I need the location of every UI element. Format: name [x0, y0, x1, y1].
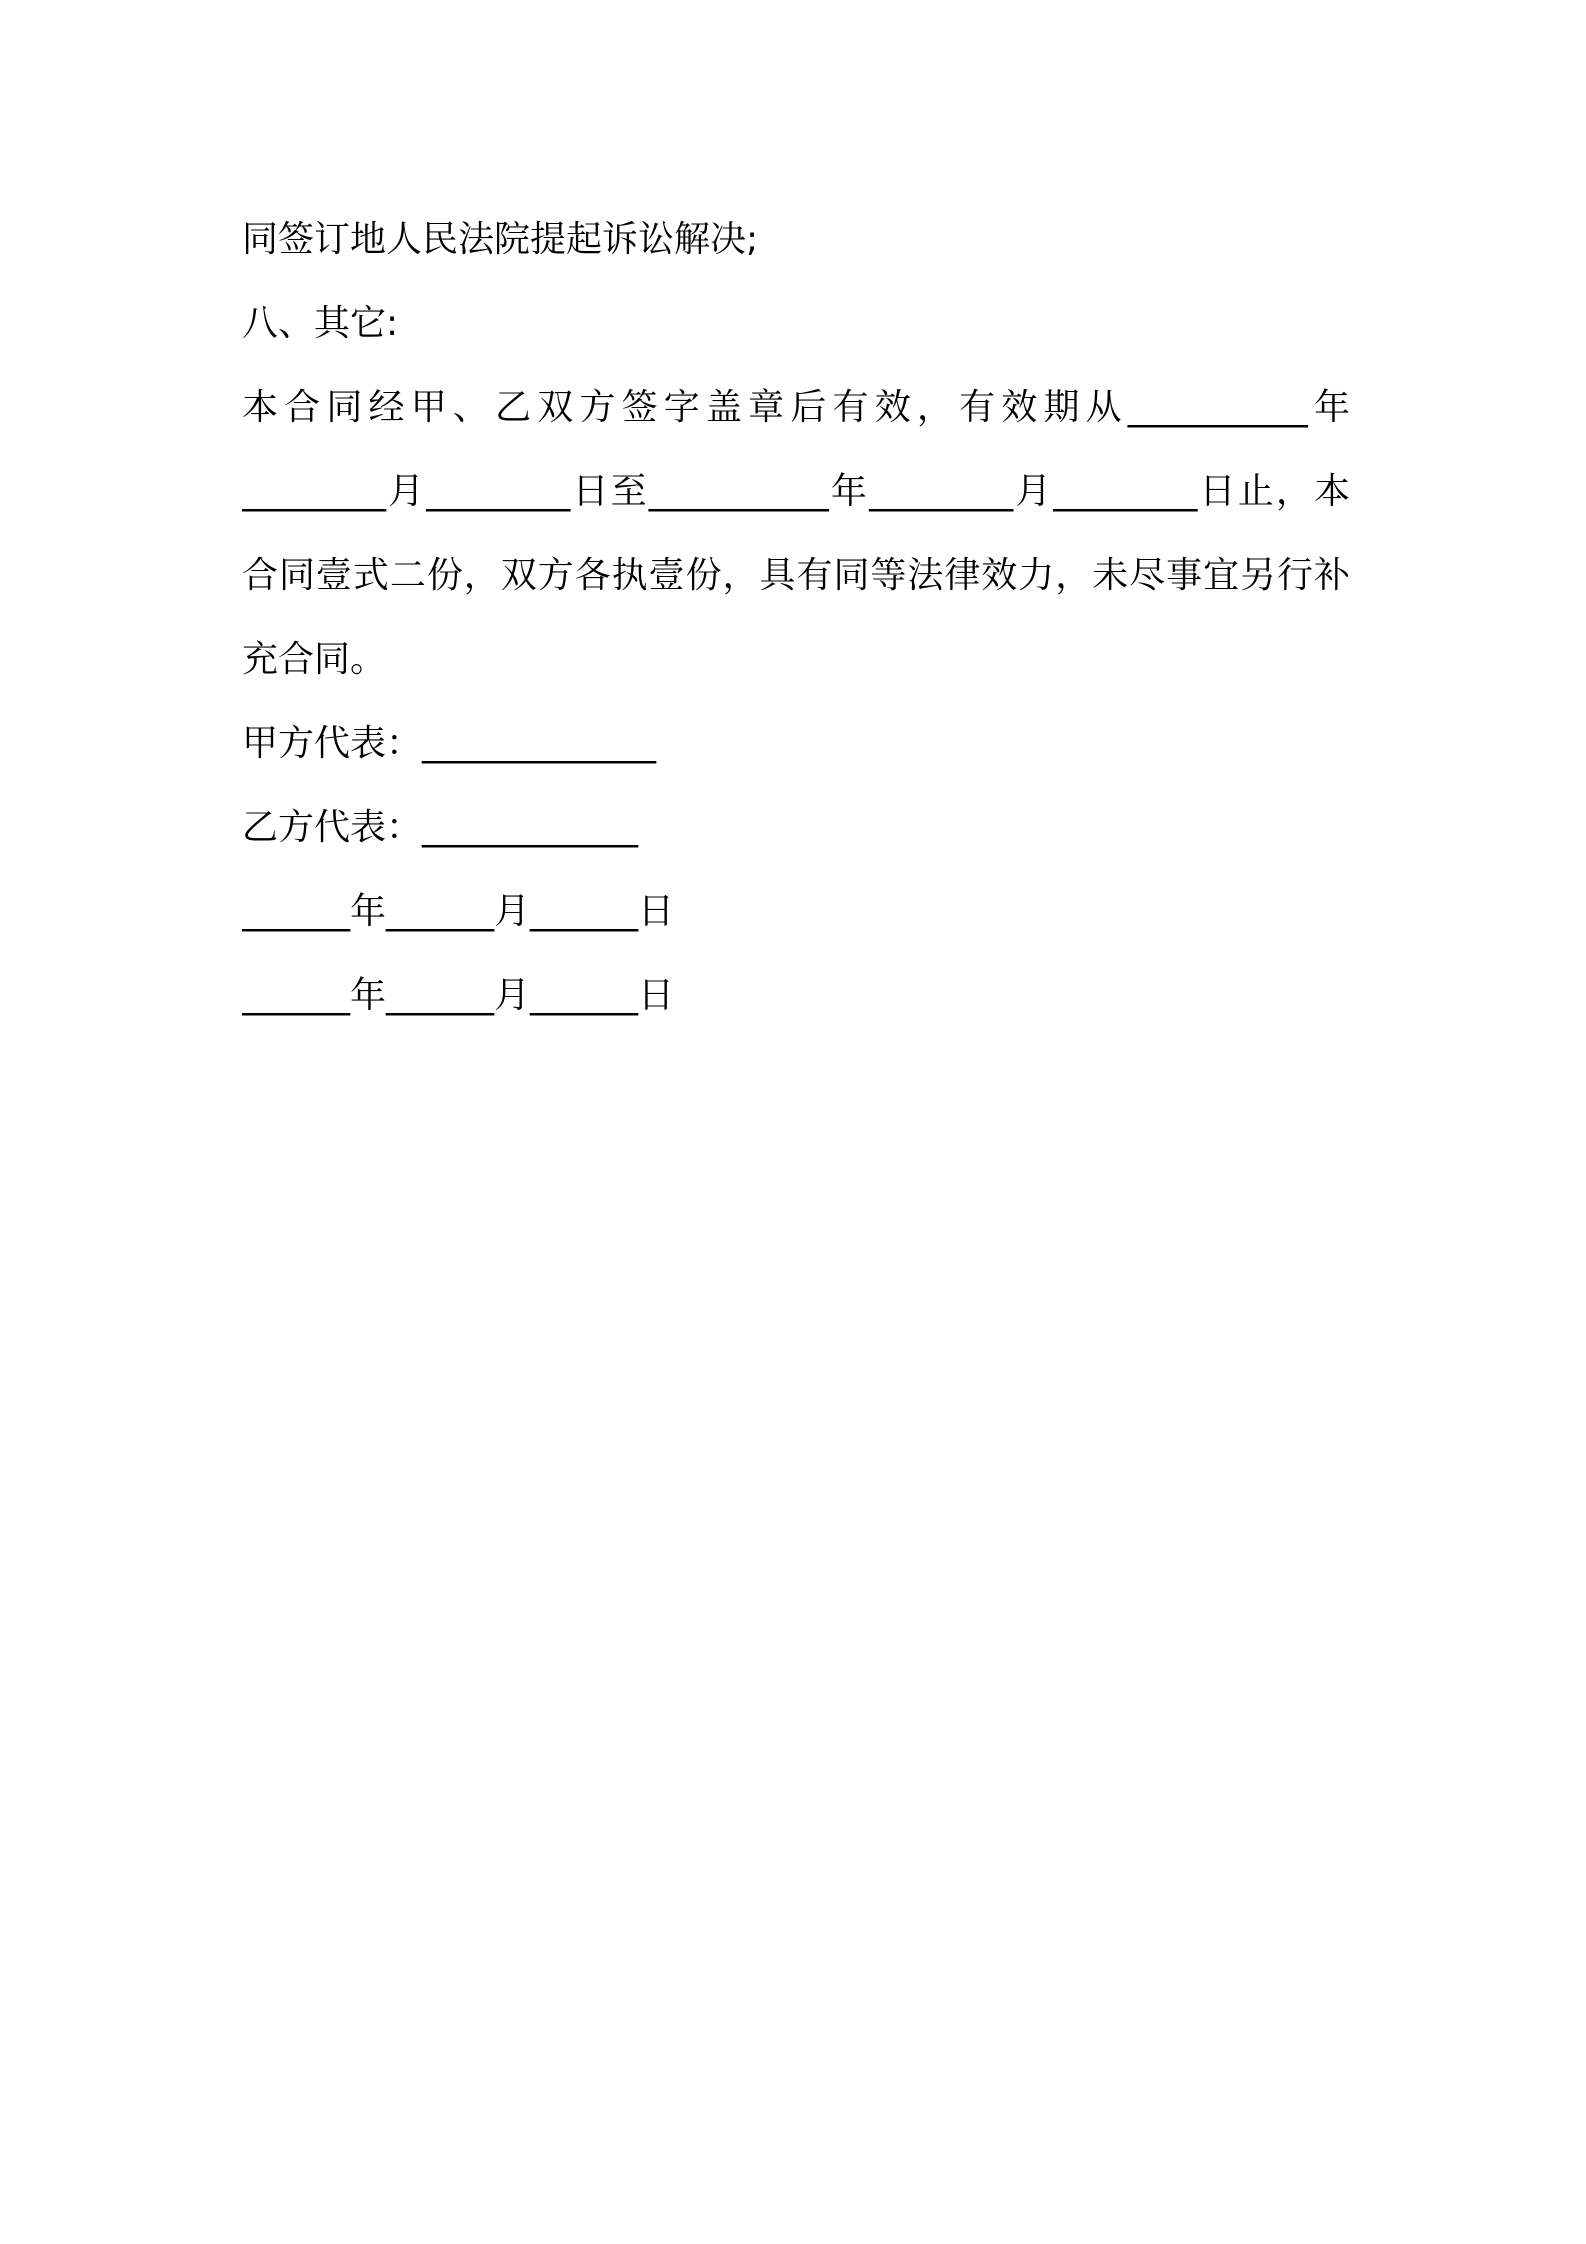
dispute-clause-end: 同签订地人民法院提起诉讼解决; [242, 219, 759, 260]
validity-paragraph-line-3: 合同壹式二份，双方各执壹份，具有同等法律效力，未尽事宜另行补 [242, 555, 1350, 596]
document-body [242, 198, 1350, 1038]
section-heading-other: 八、其它: [242, 303, 399, 344]
validity-paragraph-line-4: 充合同。 [242, 639, 387, 680]
party-b-representative: 乙方代表：____________ [242, 807, 639, 848]
signing-date-party-a: ______年______月______日 [242, 891, 674, 932]
validity-paragraph-line-2: ________月________日至__________年________月________日止，本 [242, 471, 1350, 512]
signing-date-party-b: ______年______月______日 [242, 975, 674, 1016]
party-a-representative: 甲方代表：_____________ [242, 723, 657, 764]
validity-paragraph-line-1: 本合同经甲、乙双方签字盖章后有效，有效期从__________年 [242, 387, 1350, 428]
